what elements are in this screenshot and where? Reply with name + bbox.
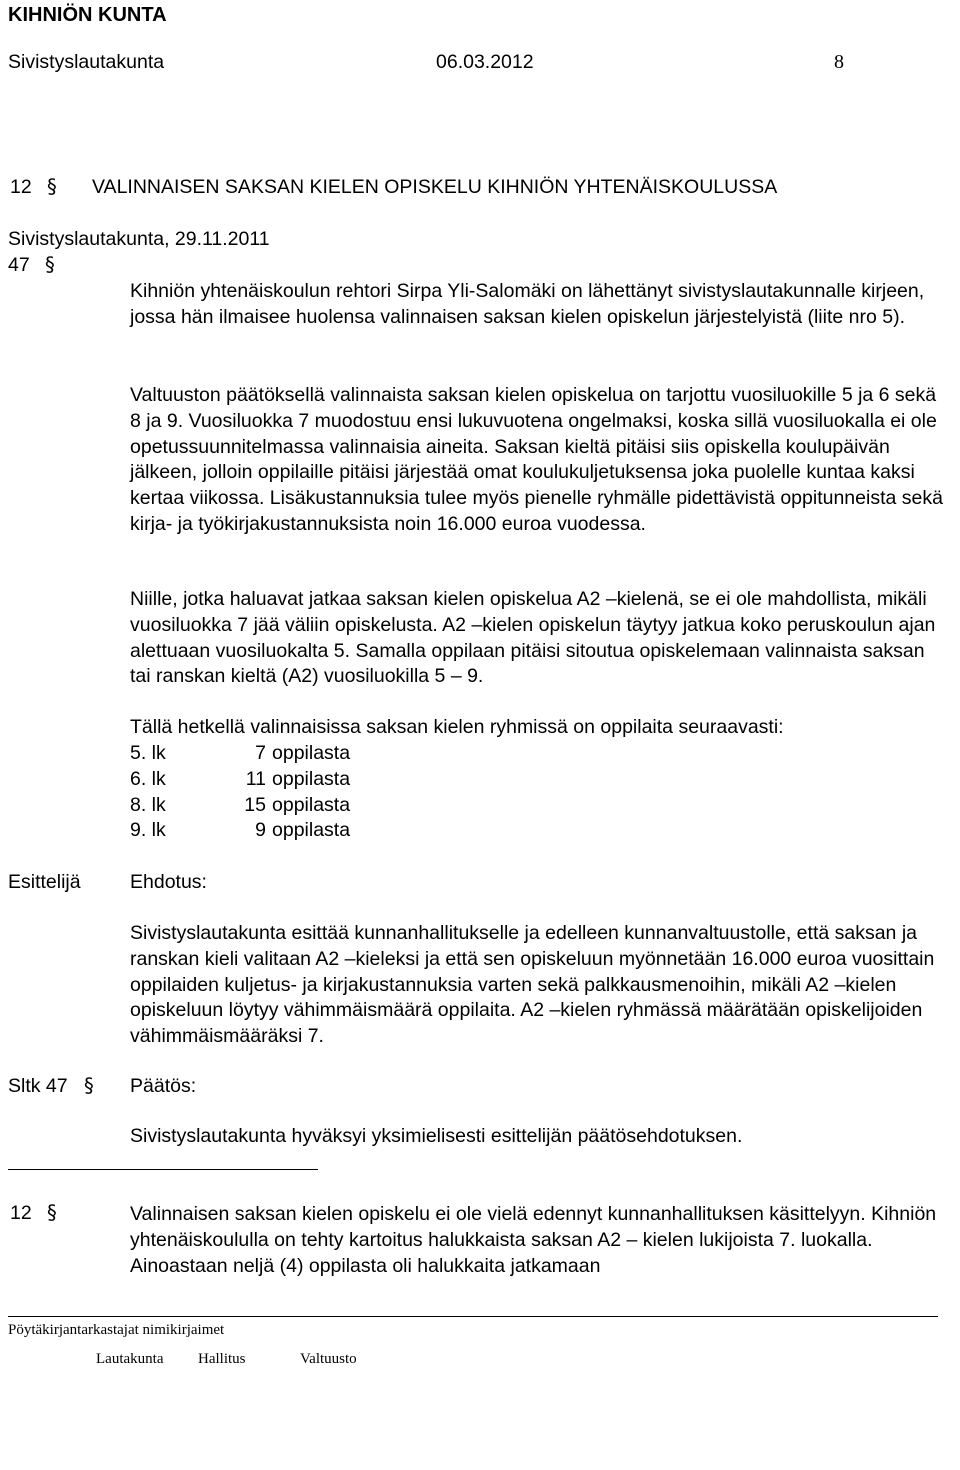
grade: 8. lk	[130, 793, 166, 816]
current-text: Valinnaisen saksan kielen opiskelu ei ole vielä edennyt kunnanhallituksen käsittelyyn. Kihniön yhtenäiskoululla on tehty kartoitus halukkaista saksan A2 – kielen lukijoista 7. luokalla. Ainoastaan neljä (4) oppilasta oli halukkaita jatkamaan	[130, 1203, 937, 1277]
footer-column-valtuusto: Valtuusto	[300, 1351, 357, 1367]
student-count: 11	[245, 767, 266, 790]
decision-reference: Sltk 47	[8, 1075, 68, 1097]
section-sign: §	[84, 1074, 94, 1097]
current-number: 12	[10, 1202, 32, 1224]
decision-label: Päätös:	[130, 1075, 197, 1097]
footer-column-hallitus: Hallitus	[198, 1351, 246, 1367]
grade: 9. lk	[130, 819, 166, 842]
student-count: 7	[255, 742, 266, 764]
item-title: VALINNAISEN SAKSAN KIELEN OPISKELU KIHNIÖN YHTENÄISKOULUSSA	[92, 176, 778, 198]
proposal-text: Sivistyslautakunta esittää kunnanhallitukselle ja edelleen kunnanvaltuustolle, että saksan ja ranskan kieli valitaan A2 –kieleksi ja että sen opiskeluun myönnetään 16.000 euroa vuosittain oppilaiden kuljetus- ja kirjakustannuksia varten sekä palkkausmenoihin, mikäli A2 –kielen opiskeluun löytyy vähimmäismäärä oppilaita. A2 –kielen ryhmässä määrätään opiskelijoiden vähimmäismääräksi 7.	[130, 922, 935, 1048]
section-divider	[8, 1169, 318, 1170]
letter-paragraph: Kihniön yhtenäiskoulun rehtori Sirpa Yli-Salomäki on lähettänyt sivistyslautakunnalle kirjeen, jossa hän ilmaisee huolensa valinnaisen saksan kielen opiskelun järjestelyistä (liite nro 5).	[130, 280, 925, 328]
section-sign: §	[47, 175, 57, 198]
groups-intro: Tällä hetkellä valinnaisissa saksan kielen ryhmissä on oppilaita seuraavasti:	[130, 716, 784, 738]
footer-title: Pöytäkirjantarkastajat nimikirjaimet	[8, 1322, 225, 1338]
count-label: oppilasta	[272, 793, 351, 816]
page-number: 8	[834, 51, 844, 73]
council-decision-paragraph: Valtuuston päätöksellä valinnaista saksan kielen opiskelua on tarjottu vuosiluokille 5 ja 6 sekä 8 ja 9. Vuosiluokka 7 muodostuu ensi lukuvuotena ongelmaksi, koska sillä vuosiluokalla ei ole opetussuunnitelmassa valinnaisia aineita. Saksan kieltä pitäisi siis opiskella koulupäivän jälkeen, jolloin oppilaille pitäisi järjestää omat koulukuljetuksensa joka puolelle kuntaa kaksi kertaa viikossa. Lisäkustannuksia tulee myös pienelle ryhmälle pidettävistä oppitunneista sekä kirja- ja työkirjakustannuksista noin 16.000 euroa vuodessa.	[130, 384, 943, 535]
grade: 5. lk	[130, 742, 166, 764]
previous-number: 47	[8, 254, 30, 276]
grade: 6. lk	[130, 767, 166, 790]
header-board: Sivistyslautakunta	[8, 51, 165, 73]
item-number: 12	[10, 176, 32, 198]
municipality-name: KIHNIÖN KUNTA	[8, 4, 167, 26]
student-count: 9	[255, 819, 266, 842]
previous-meeting: Sivistyslautakunta, 29.11.2011	[8, 228, 270, 250]
a2-language-paragraph: Niille, jotka haluavat jatkaa saksan kielen opiskelua A2 –kielenä, se ei ole mahdollista, mikäli vuosiluokka 7 jää väliin opiskelusta. A2 –kielen opiskelun täytyy jatkua koko peruskoulun ajan alettuaan vuosiluokalta 5. Samalla oppilaan pitäisi sitoutua opiskelemaan valinnaista saksan tai ranskan kieltä (A2) vuosiluokilla 5 – 9.	[130, 588, 936, 688]
count-label: oppilasta	[272, 767, 351, 790]
presenter-label: Esittelijä	[8, 871, 81, 893]
section-sign: §	[45, 253, 55, 276]
student-count: 15	[244, 793, 266, 816]
footer-column-lautakunta: Lautakunta	[96, 1351, 164, 1367]
proposal-label: Ehdotus:	[130, 871, 207, 893]
count-label: oppilasta	[272, 819, 351, 842]
count-label: oppilasta	[272, 742, 351, 764]
decision-text: Sivistyslautakunta hyväksyi yksimielisesti esittelijän päätösehdotuksen.	[130, 1125, 743, 1147]
section-sign: §	[47, 1201, 57, 1224]
footer-rule	[8, 1316, 938, 1317]
header-date: 06.03.2012	[436, 51, 534, 73]
